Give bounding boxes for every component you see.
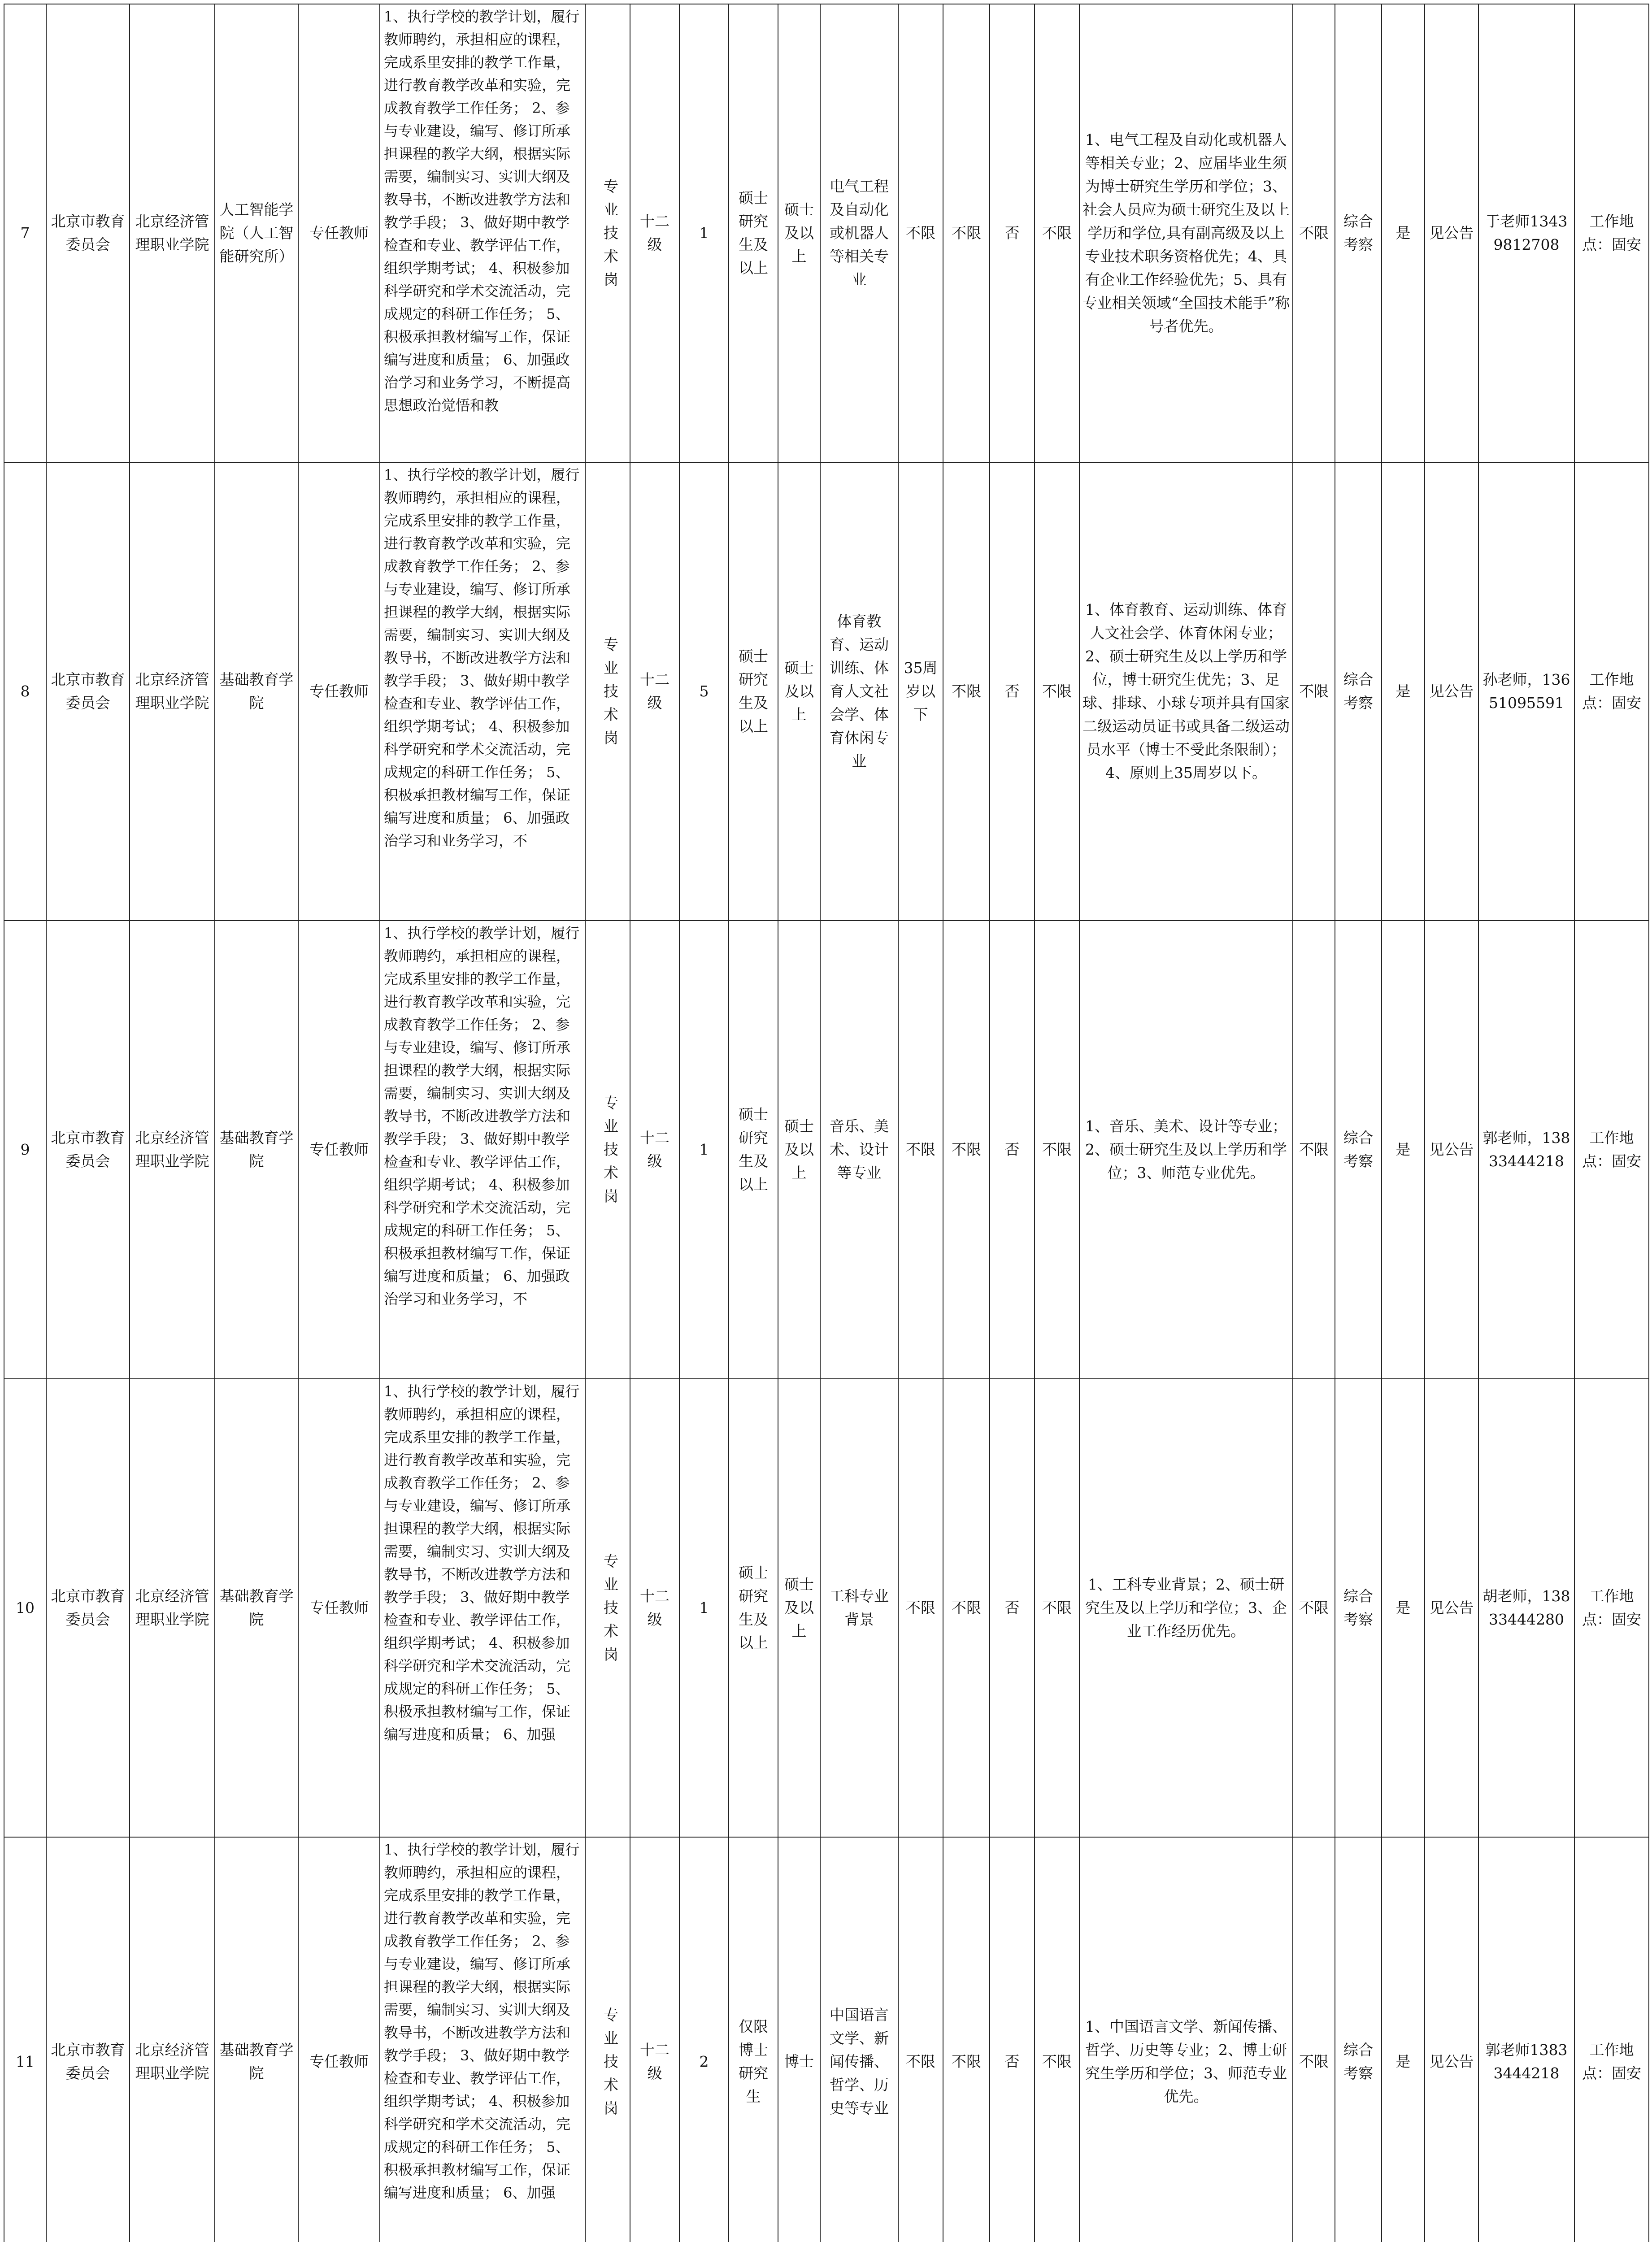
cell-position: 专任教师 bbox=[298, 921, 380, 1379]
cell-exam-method: 综合考察 bbox=[1335, 1837, 1382, 2242]
cell-office: 基础教育学院 bbox=[215, 1379, 298, 1837]
cell-education: 硕士研究生及以上 bbox=[729, 921, 778, 1379]
cell-notice: 见公告 bbox=[1425, 1379, 1478, 1837]
cell-position: 专任教师 bbox=[298, 1837, 380, 2242]
duties-text: 1、执行学校的教学计划，履行教师聘约，承担相应的课程，完成系里安排的教学工作量，进行教育教学改革和实验，完成教育教学工作任务； 2、参与专业建设，编写、修订所承担课程的教学大纲，根据实际需要，编制实习、实训大纲及教导书，不断改进教学方法和教学手段； 3、做好期中教学检查和专业、教学评估工作，组织学期考试； 4、积极参加科学研究和学术交流活动，完成规定的科研工作任务； 5、积极承担教材编写工作，保证编写进度和质量； 6、加强 bbox=[384, 1841, 580, 2201]
cell-fulltime: 是 bbox=[1382, 4, 1425, 462]
cell-no: 11 bbox=[4, 1837, 46, 2242]
cell-experience: 不限 bbox=[1035, 1837, 1079, 2242]
cell-exam-ratio: 不限 bbox=[1293, 921, 1335, 1379]
cell-hukou: 否 bbox=[990, 1379, 1035, 1837]
cell-hukou: 否 bbox=[990, 462, 1035, 921]
cell-office: 基础教育学院 bbox=[215, 1837, 298, 2242]
cell-politics: 不限 bbox=[943, 462, 990, 921]
cell-education: 硕士研究生及以上 bbox=[729, 1379, 778, 1837]
cell-contact: 郭老师，13833444218 bbox=[1478, 921, 1574, 1379]
cell-no: 7 bbox=[4, 4, 46, 462]
cell-duties bbox=[380, 4, 585, 462]
cell-politics: 不限 bbox=[943, 4, 990, 462]
cell-politics: 不限 bbox=[943, 921, 990, 1379]
cell-duties bbox=[380, 1837, 585, 2242]
cell-remark: 工作地点：固安 bbox=[1574, 1837, 1649, 2242]
cell-count: 5 bbox=[679, 462, 729, 921]
cell-unit: 北京经济管理职业学院 bbox=[130, 1379, 215, 1837]
cell-level: 十二级 bbox=[630, 4, 679, 462]
cell-office: 基础教育学院 bbox=[215, 921, 298, 1379]
cell-position: 专任教师 bbox=[298, 4, 380, 462]
cell-dept: 北京市教育委员会 bbox=[46, 1379, 130, 1837]
cell-hukou: 否 bbox=[990, 921, 1035, 1379]
cell-politics: 不限 bbox=[943, 1837, 990, 2242]
cell-unit: 北京经济管理职业学院 bbox=[130, 921, 215, 1379]
cell-exam-method: 综合考察 bbox=[1335, 4, 1382, 462]
cell-exam-ratio: 不限 bbox=[1293, 1379, 1335, 1837]
cell-fulltime: 是 bbox=[1382, 1379, 1425, 1837]
cell-exam-ratio: 不限 bbox=[1293, 4, 1335, 462]
cell-degree: 博士 bbox=[778, 1837, 820, 2242]
cell-other-requirements: 1、电气工程及自动化或机器人等相关专业；2、应届毕业生须为博士研究生学历和学位；3、社会人员应为硕士研究生及以上学历和学位,具有副高级及以上专业技术职务资格优先；4、具有企业工作经验优先；5、具有专业相关领域“全国技术能手”称号者优先。 bbox=[1079, 4, 1293, 462]
cell-dept: 北京市教育委员会 bbox=[46, 1837, 130, 2242]
cell-position: 专任教师 bbox=[298, 1379, 380, 1837]
cell-no: 10 bbox=[4, 1379, 46, 1837]
cell-count: 1 bbox=[679, 921, 729, 1379]
cell-remark: 工作地点：固安 bbox=[1574, 1379, 1649, 1837]
cell-count: 2 bbox=[679, 1837, 729, 2242]
cell-experience: 不限 bbox=[1035, 4, 1079, 462]
duties-text: 1、执行学校的教学计划，履行教师聘约，承担相应的课程，完成系里安排的教学工作量，进行教育教学改革和实验，完成教育教学工作任务； 2、参与专业建设，编写、修订所承担课程的教学大纲，根据实际需要，编制实习、实训大纲及教导书，不断改进教学方法和教学手段； 3、做好期中教学检查和专业、教学评估工作，组织学期考试； 4、积极参加科学研究和学术交流活动，完成规定的科研工作任务； 5、积极承担教材编写工作，保证编写进度和质量； 6、加强政治学习和业务学习，不 bbox=[384, 466, 580, 849]
table-row bbox=[4, 4, 1649, 462]
cell-other-requirements: 1、工科专业背景；2、硕士研究生及以上学历和学位；3、企业工作经历优先。 bbox=[1079, 1379, 1293, 1837]
cell-degree: 硕士及以上 bbox=[778, 921, 820, 1379]
cell-politics: 不限 bbox=[943, 1379, 990, 1837]
cell-degree: 硕士及以上 bbox=[778, 4, 820, 462]
duties-text: 1、执行学校的教学计划，履行教师聘约，承担相应的课程，完成系里安排的教学工作量，进行教育教学改革和实验，完成教育教学工作任务； 2、参与专业建设，编写、修订所承担课程的教学大纲，根据实际需要，编制实习、实训大纲及教导书，不断改进教学方法和教学手段； 3、做好期中教学检查和专业、教学评估工作，组织学期考试； 4、积极参加科学研究和学术交流活动，完成规定的科研工作任务； 5、积极承担教材编写工作，保证编写进度和质量； 6、加强 bbox=[384, 1383, 580, 1743]
table-row bbox=[4, 462, 1649, 921]
cell-major: 音乐、美术、设计等专业 bbox=[820, 921, 898, 1379]
duties-text: 1、执行学校的教学计划，履行教师聘约，承担相应的课程，完成系里安排的教学工作量，进行教育教学改革和实验，完成教育教学工作任务； 2、参与专业建设，编写、修订所承担课程的教学大纲，根据实际需要，编制实习、实训大纲及教导书，不断改进教学方法和教学手段； 3、做好期中教学检查和专业、教学评估工作，组织学期考试； 4、积极参加科学研究和学术交流活动，完成规定的科研工作任务； 5、积极承担教材编写工作，保证编写进度和质量； 6、加强政治学习和业务学习，不断提高思想政治觉悟和教 bbox=[384, 8, 580, 414]
cell-degree: 硕士及以上 bbox=[778, 462, 820, 921]
cell-fulltime: 是 bbox=[1382, 921, 1425, 1379]
duties-text: 1、执行学校的教学计划，履行教师聘约，承担相应的课程，完成系里安排的教学工作量，进行教育教学改革和实验，完成教育教学工作任务； 2、参与专业建设，编写、修订所承担课程的教学大纲，根据实际需要，编制实习、实训大纲及教导书，不断改进教学方法和教学手段； 3、做好期中教学检查和专业、教学评估工作，组织学期考试； 4、积极参加科学研究和学术交流活动，完成规定的科研工作任务； 5、积极承担教材编写工作，保证编写进度和质量； 6、加强政治学习和业务学习，不 bbox=[384, 925, 580, 1308]
cell-notice: 见公告 bbox=[1425, 1837, 1478, 2242]
cell-level: 十二级 bbox=[630, 462, 679, 921]
cell-contact: 孙老师，13651095591 bbox=[1478, 462, 1574, 921]
cell-exam-ratio: 不限 bbox=[1293, 1837, 1335, 2242]
cell-duties bbox=[380, 921, 585, 1379]
cell-position-type: 专业技术岗 bbox=[585, 1379, 630, 1837]
cell-age: 不限 bbox=[898, 921, 943, 1379]
cell-notice: 见公告 bbox=[1425, 4, 1478, 462]
cell-level: 十二级 bbox=[630, 921, 679, 1379]
cell-dept: 北京市教育委员会 bbox=[46, 4, 130, 462]
cell-duties bbox=[380, 1379, 585, 1837]
cell-other-requirements: 1、音乐、美术、设计等专业；2、硕士研究生及以上学历和学位；3、师范专业优先。 bbox=[1079, 921, 1293, 1379]
cell-age: 不限 bbox=[898, 1837, 943, 2242]
cell-fulltime: 是 bbox=[1382, 462, 1425, 921]
cell-major: 工科专业背景 bbox=[820, 1379, 898, 1837]
cell-office: 人工智能学院（人工智能研究所） bbox=[215, 4, 298, 462]
cell-education: 硕士研究生及以上 bbox=[729, 4, 778, 462]
cell-major: 中国语言文学、新闻传播、哲学、历史等专业 bbox=[820, 1837, 898, 2242]
cell-exam-ratio: 不限 bbox=[1293, 462, 1335, 921]
cell-level: 十二级 bbox=[630, 1379, 679, 1837]
cell-dept: 北京市教育委员会 bbox=[46, 921, 130, 1379]
cell-no: 8 bbox=[4, 462, 46, 921]
cell-exam-method: 综合考察 bbox=[1335, 1379, 1382, 1837]
cell-office: 基础教育学院 bbox=[215, 462, 298, 921]
cell-dept: 北京市教育委员会 bbox=[46, 462, 130, 921]
cell-other-requirements: 1、中国语言文学、新闻传播、哲学、历史等专业；2、博士研究生学历和学位；3、师范专业优先。 bbox=[1079, 1837, 1293, 2242]
cell-unit: 北京经济管理职业学院 bbox=[130, 462, 215, 921]
table-row bbox=[4, 921, 1649, 1379]
cell-major: 体育教育、运动训练、体育人文社会学、体育休闲专业 bbox=[820, 462, 898, 921]
cell-experience: 不限 bbox=[1035, 1379, 1079, 1837]
cell-duties bbox=[380, 462, 585, 921]
cell-position: 专任教师 bbox=[298, 462, 380, 921]
recruitment-table bbox=[4, 4, 1649, 2242]
cell-unit: 北京经济管理职业学院 bbox=[130, 1837, 215, 2242]
cell-count: 1 bbox=[679, 1379, 729, 1837]
cell-position-type: 专业技术岗 bbox=[585, 4, 630, 462]
cell-other-requirements: 1、体育教育、运动训练、体育人文社会学、体育休闲专业；2、硕士研究生及以上学历和学位，博士研究生优先；3、足球、排球、小球专项并具有国家二级运动员证书或具备二级运动员水平（博士不受此条限制）；4、原则上35周岁以下。 bbox=[1079, 462, 1293, 921]
cell-hukou: 否 bbox=[990, 1837, 1035, 2242]
cell-position-type: 专业技术岗 bbox=[585, 921, 630, 1379]
cell-notice: 见公告 bbox=[1425, 462, 1478, 921]
cell-experience: 不限 bbox=[1035, 921, 1079, 1379]
cell-major: 电气工程及自动化或机器人等相关专业 bbox=[820, 4, 898, 462]
cell-remark: 工作地点：固安 bbox=[1574, 4, 1649, 462]
cell-contact: 于老师13439812708 bbox=[1478, 4, 1574, 462]
cell-degree: 硕士及以上 bbox=[778, 1379, 820, 1837]
cell-education: 硕士研究生及以上 bbox=[729, 462, 778, 921]
cell-age: 不限 bbox=[898, 1379, 943, 1837]
cell-fulltime: 是 bbox=[1382, 1837, 1425, 2242]
cell-no: 9 bbox=[4, 921, 46, 1379]
cell-position-type: 专业技术岗 bbox=[585, 462, 630, 921]
cell-level: 十二级 bbox=[630, 1837, 679, 2242]
cell-contact: 郭老师13833444218 bbox=[1478, 1837, 1574, 2242]
cell-remark: 工作地点：固安 bbox=[1574, 921, 1649, 1379]
cell-unit: 北京经济管理职业学院 bbox=[130, 4, 215, 462]
cell-age: 35周岁以下 bbox=[898, 462, 943, 921]
table-row bbox=[4, 1837, 1649, 2242]
cell-position-type: 专业技术岗 bbox=[585, 1837, 630, 2242]
cell-remark: 工作地点：固安 bbox=[1574, 462, 1649, 921]
cell-education: 仅限博士研究生 bbox=[729, 1837, 778, 2242]
table-row bbox=[4, 1379, 1649, 1837]
cell-count: 1 bbox=[679, 4, 729, 462]
cell-age: 不限 bbox=[898, 4, 943, 462]
cell-hukou: 否 bbox=[990, 4, 1035, 462]
cell-exam-method: 综合考察 bbox=[1335, 921, 1382, 1379]
cell-experience: 不限 bbox=[1035, 462, 1079, 921]
cell-contact: 胡老师，13833444280 bbox=[1478, 1379, 1574, 1837]
cell-notice: 见公告 bbox=[1425, 921, 1478, 1379]
cell-exam-method: 综合考察 bbox=[1335, 462, 1382, 921]
